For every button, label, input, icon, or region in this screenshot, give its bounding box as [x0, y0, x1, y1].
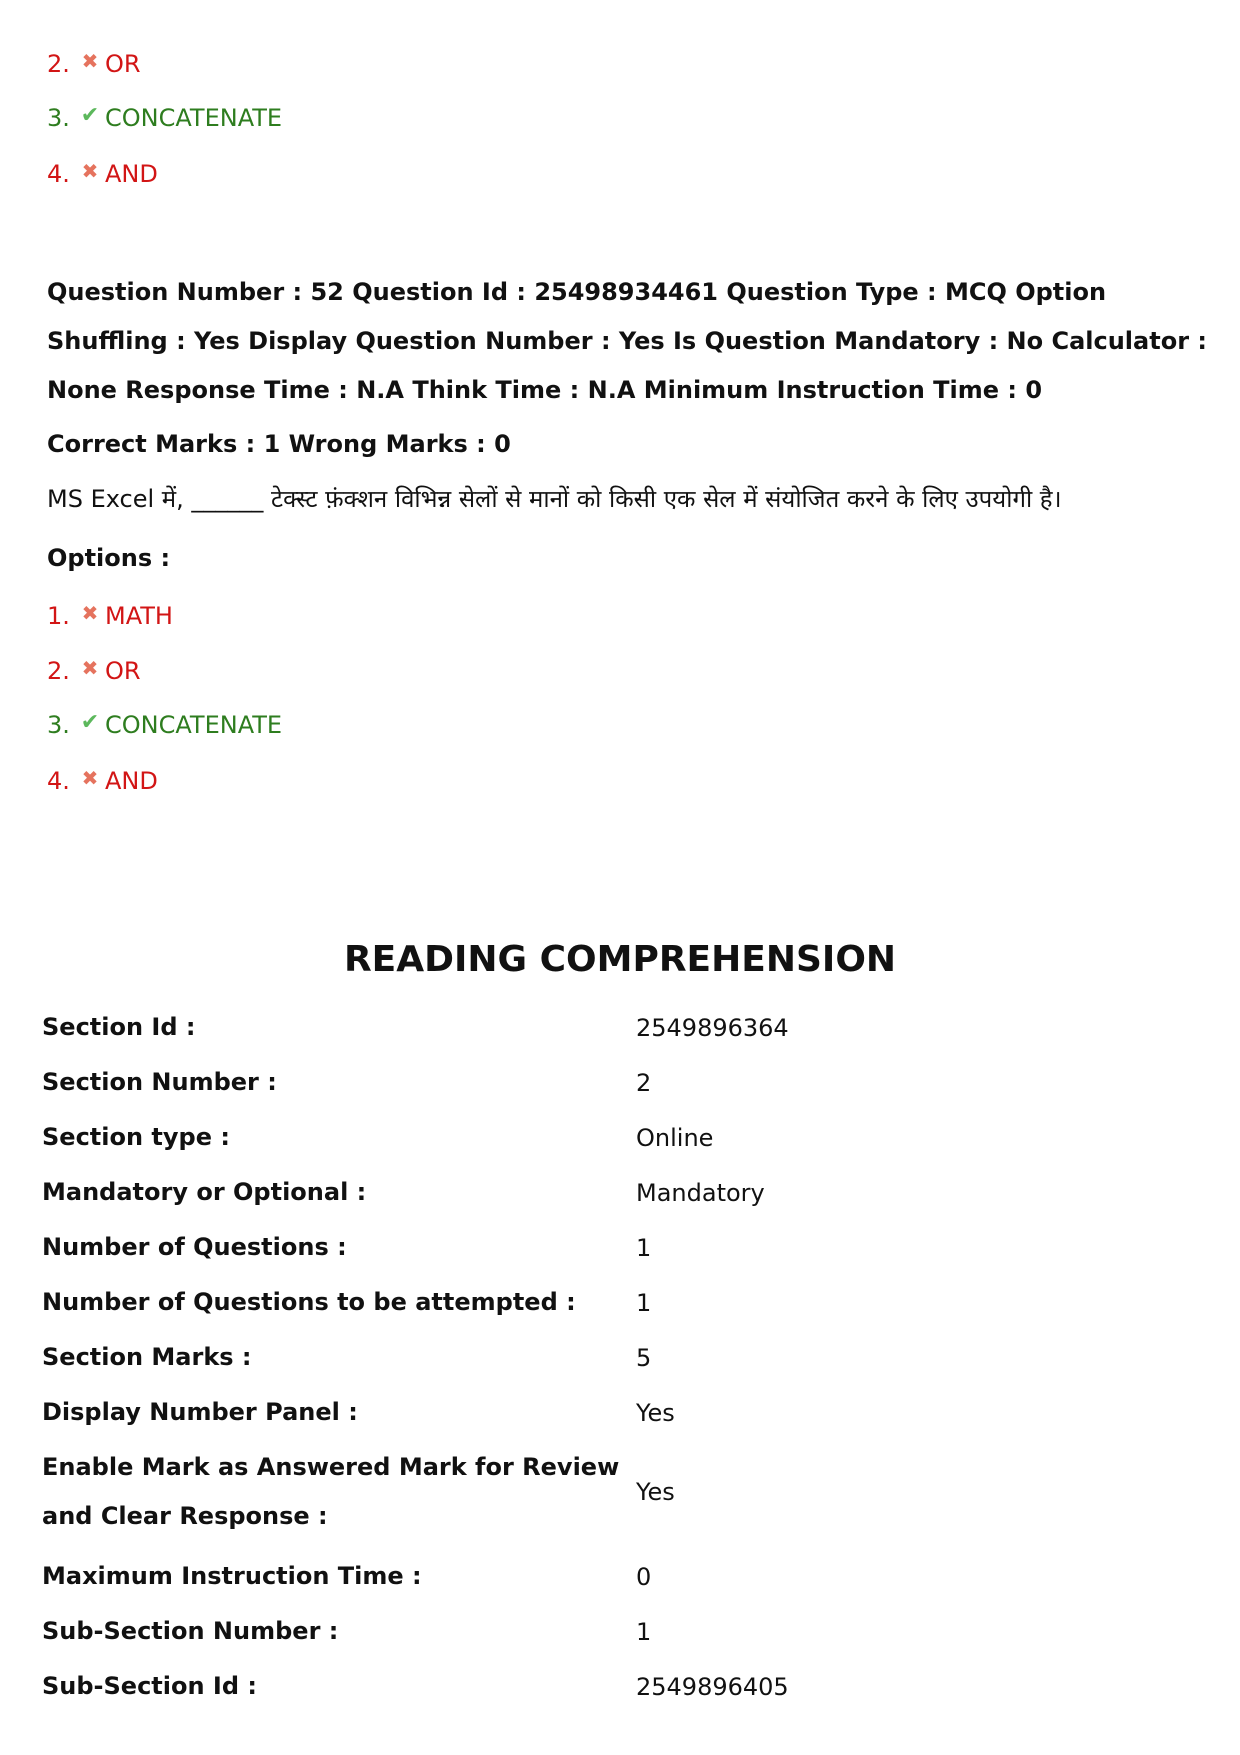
- check-icon: ✔: [80, 710, 100, 735]
- subsection-id-value: 2549896405: [636, 1673, 789, 1701]
- option-text: CONCATENATE: [105, 104, 283, 132]
- section-type-label: Section type :: [42, 1123, 230, 1151]
- option-number: 3.: [47, 104, 70, 132]
- cross-icon: ✖: [81, 601, 99, 625]
- subsection-number-label: Sub-Section Number :: [42, 1617, 339, 1645]
- option-text: AND: [105, 160, 158, 188]
- option-row: [47, 46, 141, 79]
- num-attempted-label: Number of Questions to be attempted :: [42, 1288, 576, 1316]
- section-number-label: Section Number :: [42, 1068, 277, 1096]
- option-number: 2.: [47, 657, 70, 685]
- number-panel-label: Display Number Panel :: [42, 1398, 358, 1426]
- option-number: 1.: [47, 602, 70, 630]
- num-questions-label: Number of Questions :: [42, 1233, 347, 1261]
- mark-review-value: Yes: [636, 1478, 675, 1506]
- max-instruction-value: 0: [636, 1563, 652, 1591]
- option-text: CONCATENATE: [105, 711, 283, 739]
- mark-review-label: Enable Mark as Answered Mark for Review and Clear Response :: [42, 1453, 620, 1530]
- option-text: OR: [105, 50, 141, 78]
- option-number: 4.: [47, 767, 70, 795]
- option-row: [47, 156, 158, 189]
- section-marks-label: Section Marks :: [42, 1343, 252, 1371]
- cross-icon: ✖: [81, 766, 99, 790]
- section-title: READING COMPREHENSION: [343, 939, 897, 980]
- section-number-value: 2: [636, 1069, 652, 1097]
- section-id-value: 2549896364: [636, 1014, 789, 1042]
- marks-info: Correct Marks : 1 Wrong Marks : 0: [47, 430, 511, 458]
- option-row: [47, 101, 282, 133]
- check-icon: ✔: [80, 103, 100, 128]
- option-number: 3.: [47, 711, 70, 739]
- subsection-number-value: 1: [636, 1618, 652, 1646]
- mandatory-label: Mandatory or Optional :: [42, 1178, 367, 1206]
- max-instruction-label: Maximum Instruction Time :: [42, 1562, 422, 1590]
- mandatory-value: Mandatory: [636, 1179, 765, 1207]
- section-marks-value: 5: [636, 1344, 652, 1372]
- option-row: [47, 708, 282, 740]
- cross-icon: ✖: [81, 159, 99, 183]
- section-id-label: Section Id :: [42, 1013, 196, 1041]
- option-row: [47, 598, 173, 631]
- option-number: 2.: [47, 50, 70, 78]
- section-type-value: Online: [636, 1124, 714, 1152]
- option-text: AND: [105, 767, 158, 795]
- question-text: MS Excel में, ______ टेक्स्ट फ़ंक्शन विभिन्न सेलों से मानों को किसी एक सेल में संयोजित करने के लिए उपयोगी है।: [47, 485, 1062, 513]
- options-label: Options :: [47, 544, 171, 572]
- option-text: MATH: [105, 602, 173, 630]
- number-panel-value: Yes: [636, 1399, 675, 1427]
- subsection-id-label: Sub-Section Id :: [42, 1672, 257, 1700]
- option-text: OR: [105, 657, 141, 685]
- cross-icon: ✖: [81, 49, 99, 73]
- question-meta: Question Number : 52 Question Id : 25498934461 Question Type : MCQ Option Shuffling : Yes Display Question Number : Yes Is Question Mandatory : No Calculator : None Response Time : N.A Think Time : N.A Minimum Instruction Time : 0: [47, 278, 1207, 404]
- option-number: 4.: [47, 160, 70, 188]
- num-attempted-value: 1: [636, 1289, 652, 1317]
- option-row: [47, 763, 158, 796]
- option-row: [47, 653, 141, 686]
- cross-icon: ✖: [81, 656, 99, 680]
- num-questions-value: 1: [636, 1234, 652, 1262]
